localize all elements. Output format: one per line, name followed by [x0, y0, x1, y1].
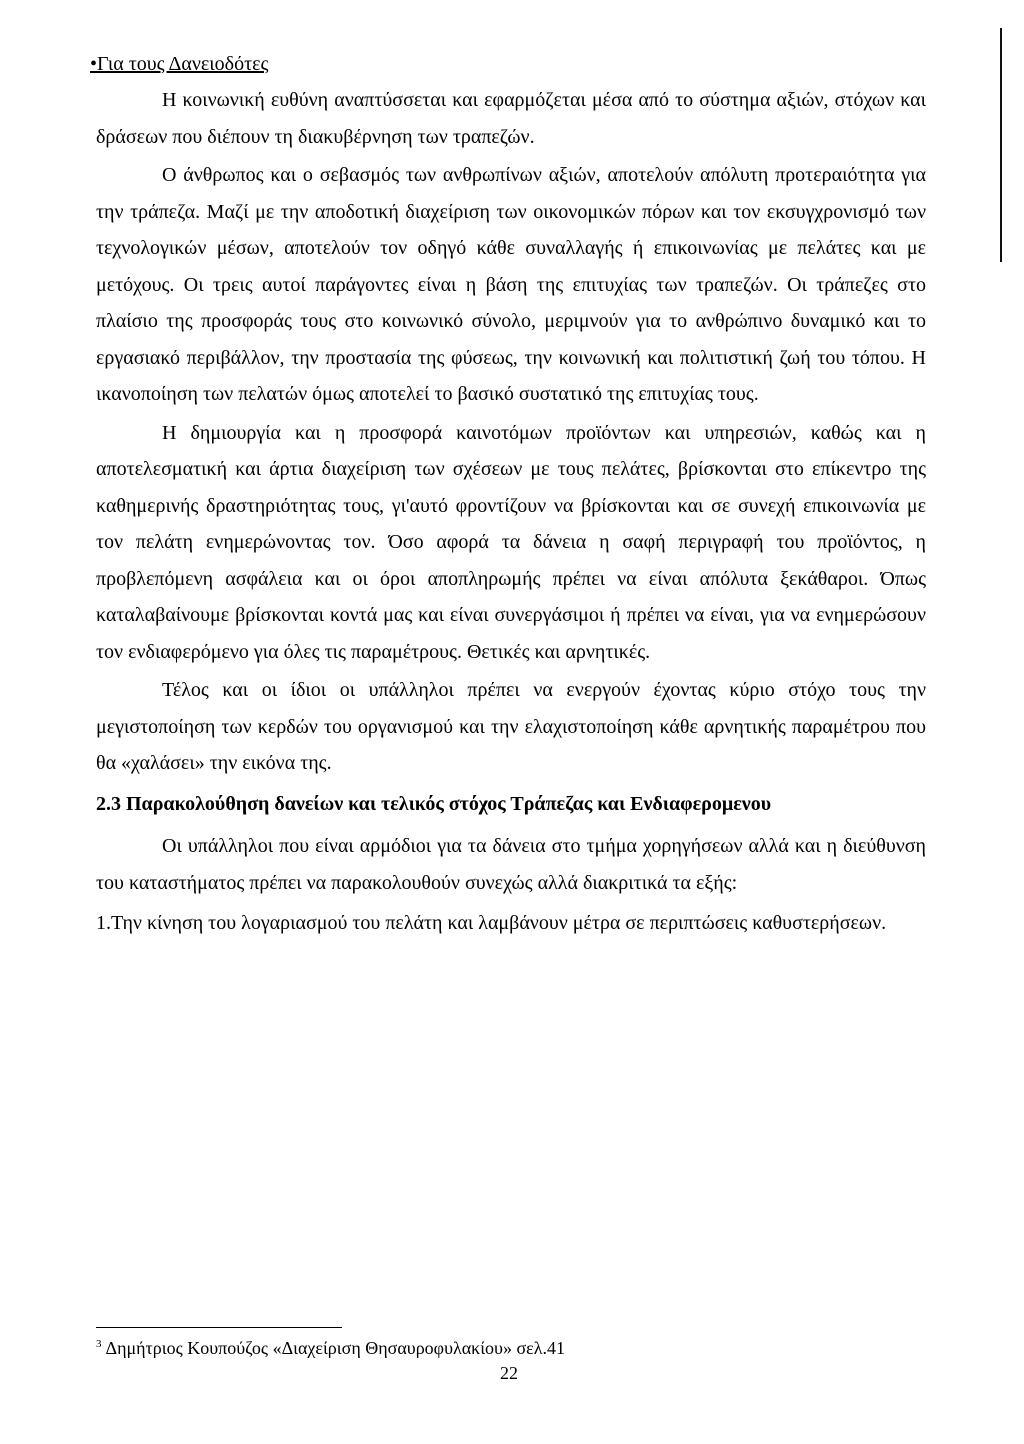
paragraph-employees: Τέλος και οι ίδιοι οι υπάλληλοι πρέπει να ενεργούν έχοντας κύριο στόχο τους την μεγιστοποίηση των κερδών του οργανισμού και την ελαχιστοποίηση κάθε αρνητικής παραμέτρου που θα «χαλάσει» την εικόνα της.: [96, 679, 926, 774]
scan-edge-line: [1000, 28, 1002, 262]
list-item-1: 1.Την κίνηση του λογαριασμού του πελάτη και λαμβάνουν μέτρα σε περιπτώσεις καθυστερήσεων.: [96, 912, 887, 934]
footnote-divider: [96, 1327, 342, 1328]
footnote-text: Δημήτριος Κουπούζος «Διαχείριση Θησαυροφυλακίου» σελ.41: [105, 1338, 565, 1358]
footnote-marker: 3: [96, 1338, 102, 1350]
paragraph-human-values: Ο άνθρωπος και ο σεβασμός των ανθρωπίνων αξιών, αποτελούν απόλυτη προτεραιότητα για την τράπεζα. Μαζί με την αποδοτική διαχείριση των οικονομικών πόρων και τον εκσυγχρονισμό των τεχνολογικών μέσων, αποτελούν τον οδηγό κάθε συναλλαγής ή επικοινωνίας με πελάτες και με μετόχους. Οι τρεις αυτοί παράγοντες είναι η βάση της επιτυχίας των τραπεζών. Οι τράπεζες στο πλαίσιο της προσφοράς τους στο κοινωνικό σύνολο, μεριμνούν για το ανθρώπινο δυναμικό και το εργασιακό περιβάλλον, την προστασία της φύσεως, την κοινωνική και πολιτιστική ζωή του τόπου. Η ικανοποίηση των πελατών όμως αποτελεί το βασικό συστατικό της επιτυχίας τους.: [96, 164, 926, 405]
paragraph-loan-monitoring: Οι υπάλληλοι που είναι αρμόδιοι για τα δάνεια στο τμήμα χορηγήσεων αλλά και η διεύθυνση του καταστήματος πρέπει να παρακολουθούν συνεχώς αλλά διακριτικά τα εξής:: [96, 835, 926, 894]
paragraph-social-responsibility: Η κοινωνική ευθύνη αναπτύσσεται και εφαρμόζεται μέσα από το σύστημα αξιών, στόχων και δράσεων που διέπουν τη διακυβέρνηση των τραπεζών.: [96, 89, 926, 148]
paragraph-innovative-products: Η δημιουργία και η προσφορά καινοτόμων προϊόντων και υπηρεσιών, καθώς και η αποτελεσματική και άρτια διαχείριση των σχέσεων με τους πελάτες, βρίσκονται στο επίκεντρο της καθημερινής δραστηριότητας τους, γι'αυτό φροντίζουν να βρίσκονται και σε συνεχή επικοινωνία με τον πελάτη ενημερώνοντας τον. Όσο αφορά τα δάνεια η σαφή περιγραφή του προϊόντος, η προβλεπόμενη ασφάλεια και οι όροι αποπληρωμής πρέπει να είναι απόλυτα ξεκάθαροι. Όπως καταλαβαίνουμε βρίσκονται κοντά μας και είναι συνεργάσιμοι ή πρέπει να είναι, για να ενημερώσουν τον ενδιαφερόμενο για όλες τις παραμέτρους. Θετικές και αρνητικές.: [96, 421, 926, 663]
page-number: 22: [500, 1363, 518, 1383]
section-title-2-3: 2.3 Παρακολούθηση δανείων και τελικός στόχος Τράπεζας και Ενδιαφερομενου: [96, 792, 772, 815]
lenders-heading-link[interactable]: •Για τους Δανειοδότες: [90, 53, 269, 75]
footnote: [96, 1337, 565, 1359]
document-page: [90, 50, 926, 942]
